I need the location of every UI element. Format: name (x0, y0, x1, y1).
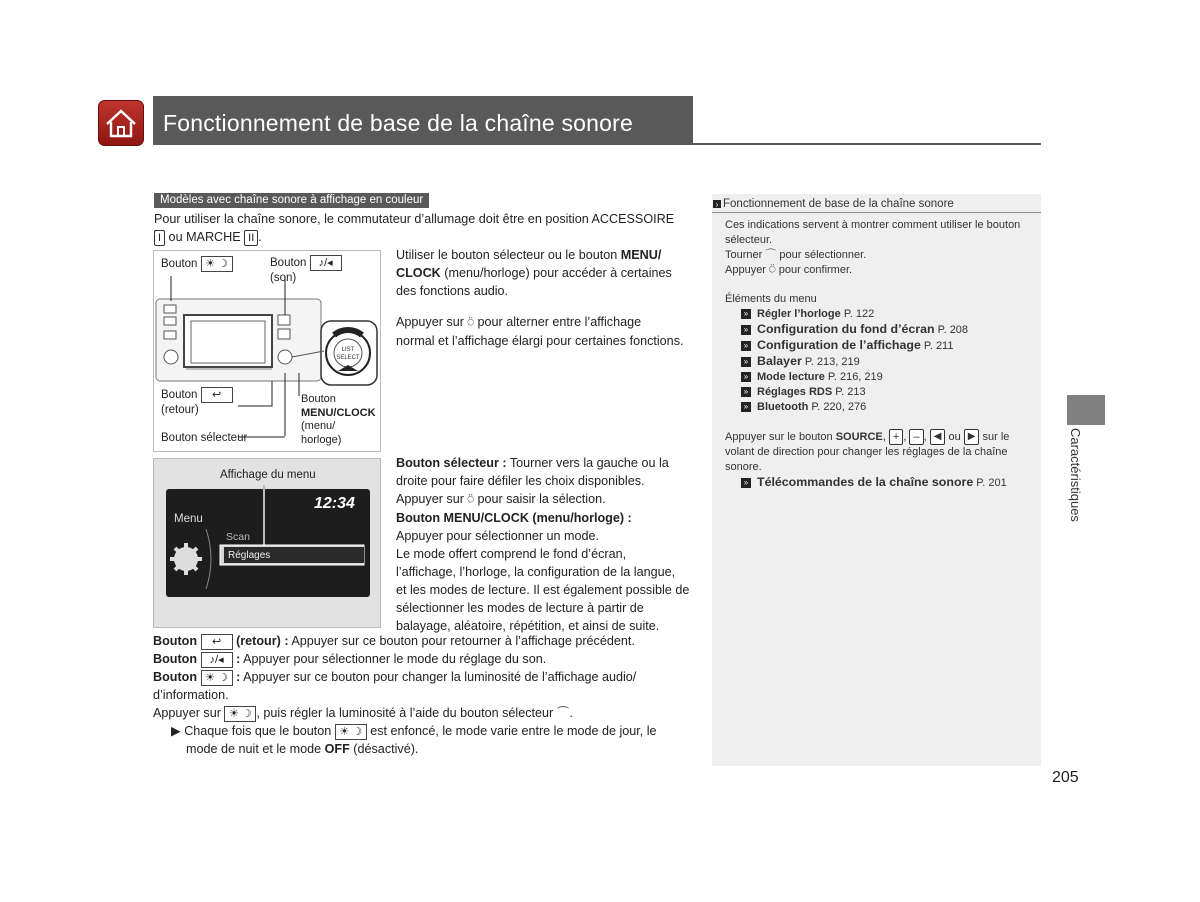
each-text: mode de nuit et le mode (186, 742, 325, 756)
toggle-text: normal et l’affichage élargi pour certaines fonctions. (396, 334, 684, 348)
menu-clock: 12:34 (314, 495, 355, 512)
ref-arrow-icon: » (741, 309, 751, 319)
selector-text: droite pour faire défiler les choix disponibles. (396, 474, 645, 488)
label-sub: (menu/ (301, 420, 336, 432)
menu-item-scan[interactable]: Scan (226, 531, 250, 543)
press-knob-icon: ⍥ (467, 494, 475, 506)
menu-clock-text: et les modes de lecture. Il est également possible de (396, 583, 690, 597)
page-title: Fonctionnement de base de la chaîne sonore (163, 110, 633, 136)
ref-label: Configuration du fond d’écran (757, 322, 935, 336)
each-press-note-cont (153, 742, 418, 756)
label-sub: horloge) (301, 433, 342, 446)
ref-page: P. 213 (835, 386, 866, 398)
section-tab-label: Caractéristiques (1068, 428, 1083, 522)
minus-icon: – (909, 429, 923, 445)
selector-text: pour saisir la sélection. (474, 492, 606, 506)
label-text: Bouton (270, 257, 307, 270)
label-text: Bouton (161, 389, 198, 402)
ref-arrow-icon: » (741, 325, 751, 335)
section-tab-marker[interactable] (1067, 395, 1105, 425)
sound-label-colon: : (236, 652, 241, 666)
press-knob-icon: ⍥ (467, 317, 475, 329)
intro-text-2: ou MARCHE (165, 230, 245, 244)
brightness-text: Appuyer sur ce bouton pour changer la luminosité de l’affichage audio/ (240, 670, 637, 684)
usage-bold: MENU/ (620, 248, 662, 262)
usage-text: Utiliser le bouton sélecteur ou le bouton (396, 248, 621, 262)
music-note-icon: ♪/◂ (310, 255, 342, 271)
notes-text: Appuyer (725, 264, 766, 276)
selector-text: Tourner vers la gauche ou la (506, 456, 669, 470)
notes-text: pour confirmer. (775, 264, 853, 276)
ref-label: Configuration de l’affichage (757, 338, 921, 352)
ref-label: Réglages RDS (757, 386, 833, 398)
audio-unit-illustration (153, 250, 381, 452)
arrow-right-icon: ▶ (964, 429, 980, 445)
ref-page: P. 211 (923, 340, 954, 352)
menu-clock-text: sélectionner les modes de lecture à partir de (396, 601, 644, 615)
usage-paragraph (396, 246, 696, 300)
label-sound-button (270, 255, 342, 285)
knob-label-list: LIST (341, 347, 355, 353)
label-brightness-button (161, 255, 233, 273)
ref-arrow-icon: » (741, 402, 751, 412)
ref-arrow-icon: › (713, 200, 721, 208)
intro-text-1: Pour utiliser la chaîne sonore, le commutateur d’allumage doit être en position ACCESSOIRE (154, 212, 675, 226)
sun-moon-icon: ☀ ☽ (201, 256, 233, 272)
menu-display-illustration (153, 458, 381, 628)
menu-reference-item[interactable] (741, 400, 1035, 415)
sound-label: Bouton (153, 652, 198, 666)
intro-end: . (258, 230, 262, 244)
ignition-key-i: I (154, 230, 165, 246)
label-back-button (161, 387, 233, 417)
each-text: (désactivé). (349, 742, 419, 756)
adjust-text: , puis régler la luminosité à l’aide du bouton sélecteur (256, 706, 554, 720)
menu-item-settings[interactable]: Réglages (228, 550, 271, 561)
back-label: Bouton (153, 634, 198, 648)
ref-page: P. 213, 219 (804, 356, 860, 368)
notes-text: sélecteur. (725, 234, 773, 246)
remote-ref-page: P. 201 (976, 477, 1007, 489)
menu-reference-item[interactable] (741, 338, 1035, 354)
adjust-text: Appuyer sur (153, 706, 221, 720)
label-sub: (retour) (161, 404, 199, 416)
brightness-label: Bouton (153, 670, 198, 684)
notes-text: Ces indications servent à montrer comment utiliser le bouton (725, 219, 1021, 231)
menu-reference-item[interactable] (741, 354, 1035, 370)
menu-reference-item[interactable] (741, 307, 1035, 322)
adjust-text: . (569, 706, 573, 720)
menu-clock-text: l’affichage, l’horloge, la configuration de la langue, (396, 565, 676, 579)
ref-arrow-icon: » (741, 387, 751, 397)
sound-text: Appuyer pour sélectionner le mode du réglage du son. (240, 652, 547, 666)
back-text: Appuyer sur ce bouton pour retourner à l’affichage précédent. (288, 634, 635, 648)
remote-reference[interactable] (725, 477, 1007, 489)
turn-knob-icon: ⌒ (556, 706, 570, 720)
sun-moon-icon: ☀ ☽ (224, 706, 256, 722)
label-text: Bouton (301, 393, 336, 405)
source-text: ou (945, 430, 961, 443)
source-text: , (882, 430, 886, 443)
source-text: Appuyer sur le bouton (725, 430, 836, 443)
ref-page: P. 208 (937, 324, 969, 336)
selector-description (396, 454, 698, 635)
menu-display-caption: Affichage du menu (220, 469, 316, 481)
source-text: , (923, 430, 927, 443)
notes-text: pour sélectionner. (776, 249, 867, 261)
selector-title: Bouton sélecteur : (396, 456, 507, 470)
ref-page: P. 220, 276 (811, 401, 867, 413)
ref-label: Régler l’horloge (757, 308, 841, 320)
brightness-label-colon: : (236, 670, 241, 684)
turn-knob-icon: ⌒ (765, 249, 777, 261)
ref-arrow-icon: » (741, 478, 751, 488)
ref-label: Balayer (757, 354, 802, 368)
selector-text: Appuyer sur (396, 492, 464, 506)
usage-text: (menu/horloge) pour accéder à certaines (440, 266, 672, 280)
back-arrow-icon: ↩ (201, 387, 233, 403)
intro-paragraph (154, 210, 694, 246)
source-text: sur le (979, 430, 1010, 443)
remote-ref-label: Télécommandes de la chaîne sonore (757, 475, 974, 489)
toggle-text: pour alterner entre l’affichage (474, 315, 642, 329)
menu-screen-drawing (154, 459, 380, 627)
ref-arrow-icon: » (741, 372, 751, 382)
label-text: Bouton (161, 258, 198, 270)
label-selector-button: Bouton sélecteur (161, 432, 248, 444)
usage-text: des fonctions audio. (396, 284, 509, 298)
off-label: OFF (324, 742, 350, 756)
arrow-left-icon: ◀ (930, 429, 946, 445)
toggle-paragraph (396, 313, 696, 350)
side-notes-title (713, 197, 954, 212)
menu-clock-title: Bouton MENU/CLOCK (menu/horloge) : (396, 511, 632, 525)
plus-icon: + (889, 429, 903, 445)
each-text: Chaque fois que le bouton (184, 724, 332, 738)
home-button[interactable] (98, 100, 144, 146)
music-note-icon: ♪/◂ (201, 652, 233, 668)
each-press-note (153, 724, 657, 738)
menu-clock-text: balayage, aléatoire, répétition, et ainsi de suite. (396, 619, 660, 633)
back-arrow-icon: ↩ (201, 634, 233, 650)
page-number: 205 (1052, 769, 1079, 786)
home-icon (98, 100, 144, 146)
menu-clock-text: Le mode offert comprend le fond d’écran, (396, 547, 627, 561)
menu-reference-item[interactable] (741, 322, 1035, 338)
back-label-sub: (retour) : (236, 634, 289, 648)
sun-moon-icon: ☀ ☽ (201, 670, 233, 686)
menu-reference-item[interactable] (741, 370, 1035, 385)
button-descriptions (153, 632, 698, 758)
label-bold: MENU/CLOCK (301, 406, 376, 419)
menu-reference-list (725, 307, 1035, 415)
menu-clock-text: Appuyer pour sélectionner un mode. (396, 529, 600, 543)
knob-label-select: SELECT (336, 355, 360, 361)
toggle-text: Appuyer sur (396, 315, 464, 329)
sun-moon-icon: ☀ ☽ (335, 724, 367, 740)
ref-arrow-icon: » (741, 341, 751, 351)
label-sub: (son) (270, 272, 297, 284)
ref-page: P. 216, 219 (827, 371, 883, 383)
ref-label: Mode lecture (757, 371, 825, 383)
notes-text: Tourner (725, 249, 763, 261)
source-label: SOURCE (835, 430, 883, 443)
source-text: volant de direction pour changer les réglages de la chaîne (725, 446, 1008, 458)
menu-elements-heading: Éléments du menu (725, 293, 817, 305)
menu-reference-item[interactable] (741, 385, 1035, 400)
side-notes-title-text: Fonctionnement de base de la chaîne sonore (723, 198, 954, 210)
ref-page: P. 122 (843, 308, 875, 320)
source-text: , (903, 430, 907, 443)
ref-label: Bluetooth (757, 401, 809, 413)
each-text: est enfoncé, le mode varie entre le mode de jour, le (366, 724, 657, 738)
label-menu-clock-button (301, 393, 376, 447)
press-knob-icon: ⍥ (769, 264, 776, 276)
menu-title: Menu (174, 513, 203, 525)
ignition-key-ii: II (244, 230, 258, 246)
usage-bold: CLOCK (396, 266, 441, 280)
ref-arrow-icon: » (741, 357, 751, 367)
triangle-bullet-icon: ▶ (171, 724, 181, 738)
side-notes-body (725, 218, 1035, 491)
source-text: sonore. (725, 461, 762, 473)
title-underline (153, 143, 1041, 145)
brightness-text: d’information. (153, 688, 229, 702)
model-badge: Modèles avec chaîne sonore à affichage en couleur (154, 193, 429, 208)
